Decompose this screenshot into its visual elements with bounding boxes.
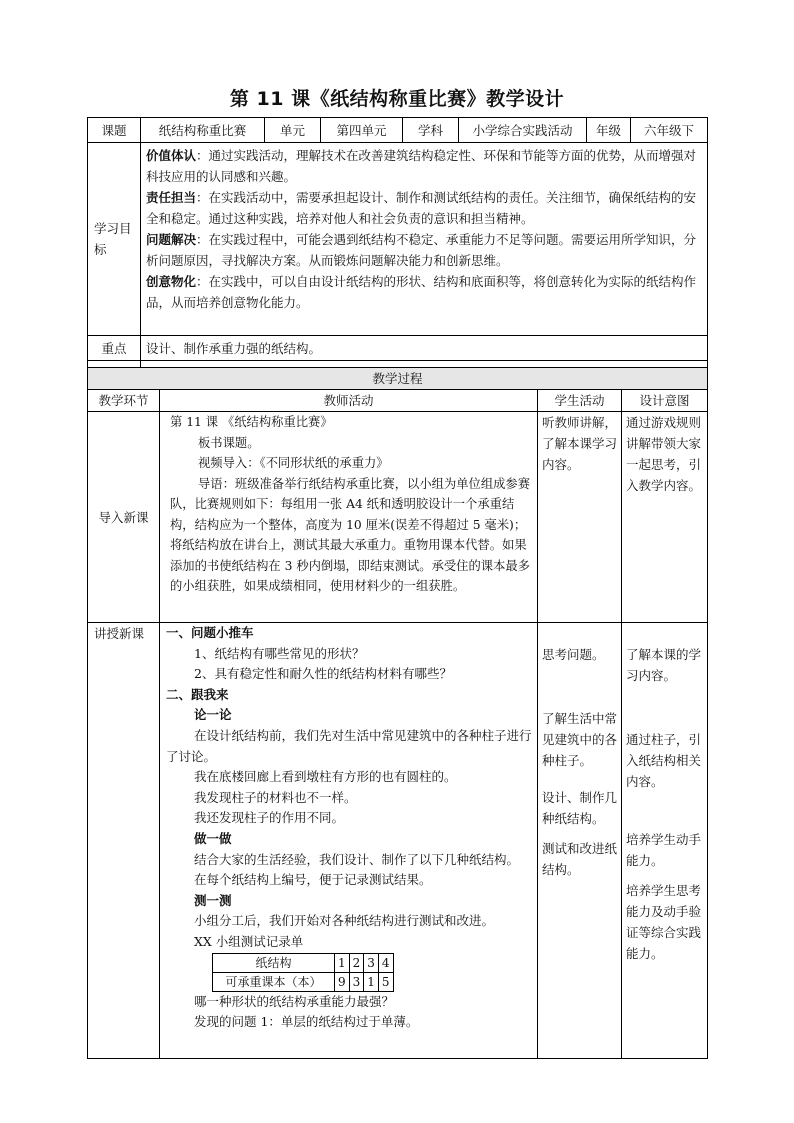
objective-item: 价值体认：通过实践活动，理解技术在改善建筑结构稳定性、环保和节能等方面的优势，从而增强对科技应用的认同感和兴趣。 (146, 148, 697, 184)
intro-line: 导语：班级准备举行纸结构承重比赛，以小组为单位组成参赛队，比赛规则如下：每组用一张 A4 纸和透明胶设计一个承重结构，结构应为一个整体，高度为 10 厘米(误差不得超过 5 毫米)；将纸结构放在讲台上，测试其最大承重力。重物用课本代替。如果添加的书使纸结构在 3 秒内倒塌，即结束测试。承受住的课本最多的小组获胜，如果成绩相同，使用材料少的一组获胜。 (170, 476, 531, 593)
intro-line: 板书课题。 (198, 435, 260, 450)
key-point-value: 设计、制作承重力强的纸结构。 (141, 336, 708, 361)
process-table (87, 367, 708, 1059)
paragraph: 小组分工后，我们开始对各种纸结构进行测试和改进。 (194, 913, 495, 929)
student-activity: 思考问题。 (542, 647, 605, 662)
grade-label: 年级 (587, 118, 631, 143)
grade-value: 六年级下 (631, 118, 708, 143)
record-cell: 5 (378, 972, 393, 991)
col-teacher: 教师活动 (160, 390, 538, 412)
objective-item: 创意物化：在实践中，可以自由设计纸结构的形状、结构和底面积等，将创意转化为实际的纸结构作品，从而培养创意物化能力。 (146, 274, 697, 310)
paragraph: 我发现柱子的材料也不一样。 (194, 789, 357, 805)
student-activity: 了解生活中常见建筑中的各种柱子。 (542, 711, 618, 768)
subheading-make: 做一做 (194, 830, 232, 846)
record-cell: 1 (364, 972, 379, 991)
intro-student: 听教师讲解，了解本课学习内容。 (538, 412, 622, 623)
record-row2-label: 可承重课本（本） (213, 972, 335, 991)
objectives-label: 学习目标 (88, 143, 141, 336)
record-title: XX 小组测试记录单 (194, 933, 304, 949)
paragraph: 我在底楼回廊上看到墩柱有方形的也有圆柱的。 (194, 769, 457, 785)
record-row1-label: 纸结构 (213, 953, 335, 972)
record-table (212, 953, 394, 992)
stage-intro: 导入新课 (88, 412, 160, 623)
info-table (87, 117, 708, 387)
intro-teacher (160, 412, 538, 623)
topic-label: 课题 (88, 118, 141, 143)
paragraph: 结合大家的生活经验，我们设计、制作了以下几种纸结构。 (194, 851, 520, 867)
paragraph: 发现的问题 1：单层的纸结构过于单薄。 (194, 1014, 419, 1030)
subheading-test: 测一测 (194, 892, 232, 908)
intro-line: 视频导入：《不同形状纸的承重力》 (198, 456, 389, 470)
topic-value: 纸结构称重比赛 (141, 118, 265, 143)
unit-label: 单元 (265, 118, 321, 143)
record-cell: 3 (349, 972, 364, 991)
student-activity: 测试和改进纸结构。 (542, 841, 618, 877)
col-intent: 设计意图 (622, 390, 708, 412)
process-section-title: 教学过程 (88, 368, 708, 390)
objectives-content (141, 143, 708, 336)
intro-line: 第 11 课 《纸结构称重比赛》 (170, 415, 333, 429)
key-point-label: 重点 (88, 336, 141, 361)
subheading-discuss: 论一论 (194, 707, 232, 723)
objective-item: 责任担当：在实践活动中，需要承担起设计、制作和测试纸结构的责任。关注细节，确保纸结构的安全和稳定。通过这种实践，培养对他人和社会负责的意识和担当精神。 (146, 190, 697, 226)
record-cell: 2 (349, 953, 364, 972)
col-stage: 教学环节 (88, 390, 160, 412)
paragraph: 在设计纸结构前，我们先对生活中常见建筑中的各种柱子进行了讨论。 (166, 727, 532, 764)
unit-value: 第四单元 (321, 118, 403, 143)
paragraph: 在每个纸结构上编号，便于记录测试结果。 (194, 872, 432, 888)
subject-value: 小学综合实践活动 (459, 118, 587, 143)
objective-item: 问题解决：在实践过程中，可能会遇到纸结构不稳定、承重能力不足等问题。需要运用所学知识，分析问题原因，寻找解决方案。从而锻炼问题解决能力和创新思维。 (146, 232, 697, 268)
design-intent: 培养学生动手能力。 (626, 832, 702, 868)
record-cell: 4 (378, 953, 393, 972)
design-intent: 通过柱子，引入纸结构相关内容。 (626, 732, 702, 789)
question-1: 1、纸结构有哪些常见的形状？ (194, 645, 365, 661)
lecture-teacher (160, 623, 538, 1059)
col-student: 学生活动 (538, 390, 622, 412)
design-intent: 了解本课的学习内容。 (626, 647, 702, 683)
heading-1: 一、问题小推车 (166, 625, 254, 640)
lecture-student (538, 623, 622, 1059)
heading-2: 二、跟我来 (166, 686, 229, 702)
question-3: 哪一种形状的纸结构承重能力最强？ (194, 993, 395, 1009)
design-intent: 培养学生思考能力及动手验证等综合实践能力。 (626, 883, 702, 961)
record-cell: 3 (364, 953, 379, 972)
lecture-intent (622, 623, 708, 1059)
stage-lecture: 讲授新课 (88, 623, 160, 1059)
question-2: 2、具有稳定性和耐久性的纸结构材料有哪些？ (194, 666, 452, 682)
record-cell: 9 (335, 972, 350, 991)
student-activity: 设计、制作几种纸结构。 (542, 790, 618, 826)
page-title: 第 11 课《纸结构称重比赛》教学设计 (229, 88, 565, 110)
intro-intent: 通过游戏规则讲解带领大家一起思考，引入教学内容。 (622, 412, 708, 623)
record-cell: 1 (335, 953, 350, 972)
paragraph: 我还发现柱子的作用不同。 (194, 810, 345, 826)
subject-label: 学科 (403, 118, 459, 143)
